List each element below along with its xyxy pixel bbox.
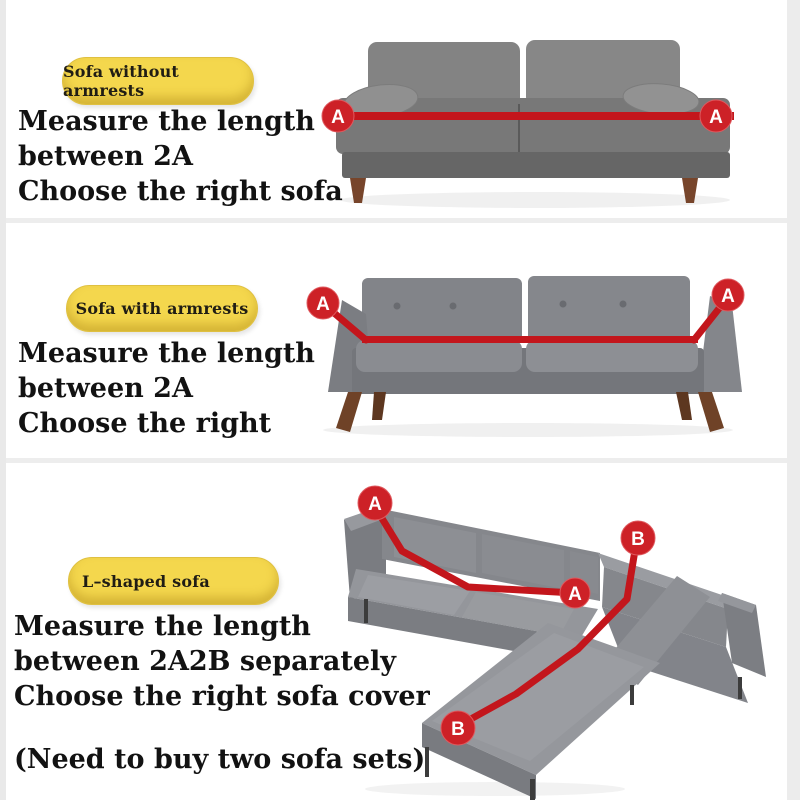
marker-a-top — [358, 486, 392, 520]
svg-text:A: A — [331, 107, 345, 128]
marker-b-top — [621, 521, 655, 555]
sofa-leg — [630, 685, 634, 705]
seat-cushion — [526, 340, 698, 372]
back-cushion — [528, 276, 690, 342]
instruction-line: between 2A2B separately — [14, 646, 396, 677]
panel-sofa-with-armrests — [0, 223, 800, 458]
sofa-type-badge — [62, 57, 254, 105]
sofa-leg — [336, 392, 362, 432]
sofa-body — [336, 40, 730, 203]
badge-label: L–shaped sofa — [82, 571, 210, 591]
svg-text:B: B — [451, 719, 465, 740]
left-frame-border — [0, 0, 6, 800]
sofa-body — [328, 276, 742, 432]
armless-sofa-illustration — [320, 12, 760, 212]
right-frame-border — [787, 0, 800, 800]
tuft-button — [394, 303, 401, 310]
instruction-line: Measure the length — [14, 611, 311, 642]
back-cushion — [362, 278, 522, 344]
sofa-leg — [738, 677, 742, 699]
badge-label: Sofa without armrests — [63, 62, 180, 100]
back-cushion — [482, 534, 564, 589]
l-shaped-sofa-illustration — [330, 463, 790, 800]
svg-text:B: B — [631, 529, 645, 550]
sofa-leg — [425, 747, 429, 777]
svg-text:A: A — [368, 494, 382, 515]
note-text: (Need to buy two sofa sets) — [14, 744, 426, 775]
sofa-base — [342, 152, 730, 178]
instruction-line: between 2A — [18, 373, 193, 404]
marker-a-middle — [560, 578, 590, 608]
floor-shadow — [365, 782, 625, 796]
svg-text:A: A — [316, 294, 330, 315]
sofa-leg — [676, 392, 692, 420]
tuft-button — [620, 301, 627, 308]
instruction-text — [18, 336, 315, 441]
armrest-sofa-illustration — [300, 270, 755, 438]
tuft-button — [560, 301, 567, 308]
sofa-leg — [530, 779, 535, 800]
instruction-line: between 2A — [18, 141, 193, 172]
sofa-type-badge — [68, 557, 279, 605]
marker-a-right — [700, 100, 732, 132]
sofa-leg — [372, 392, 386, 420]
tuft-button — [450, 303, 457, 310]
panel-sofa-without-armrests — [0, 0, 800, 218]
marker-b-bottom — [441, 711, 475, 745]
svg-text:A: A — [709, 107, 723, 128]
measure-line-a — [332, 112, 734, 120]
seat-cushion — [356, 340, 522, 372]
marker-a-right — [712, 279, 744, 311]
badge-label: Sofa with armrests — [75, 299, 249, 318]
panel-l-shaped-sofa — [0, 463, 800, 800]
sofa-leg — [698, 392, 724, 432]
floor-shadow — [340, 192, 730, 208]
svg-text:A: A — [568, 584, 582, 605]
instruction-line: Choose the right sofa cover — [14, 681, 430, 712]
floor-shadow — [323, 423, 733, 437]
sofa-type-badge — [66, 285, 258, 332]
instruction-line: Measure the length — [18, 338, 315, 369]
instruction-line: Choose the right — [18, 408, 272, 439]
instruction-line: Measure the length — [18, 106, 315, 137]
back-cushion — [394, 517, 476, 573]
instruction-text — [18, 104, 343, 209]
instruction-line: Choose the right sofa — [18, 176, 343, 207]
svg-text:A: A — [721, 286, 735, 307]
sofa-leg — [364, 599, 368, 623]
marker-a-left — [307, 287, 339, 319]
marker-a-left — [322, 100, 354, 132]
